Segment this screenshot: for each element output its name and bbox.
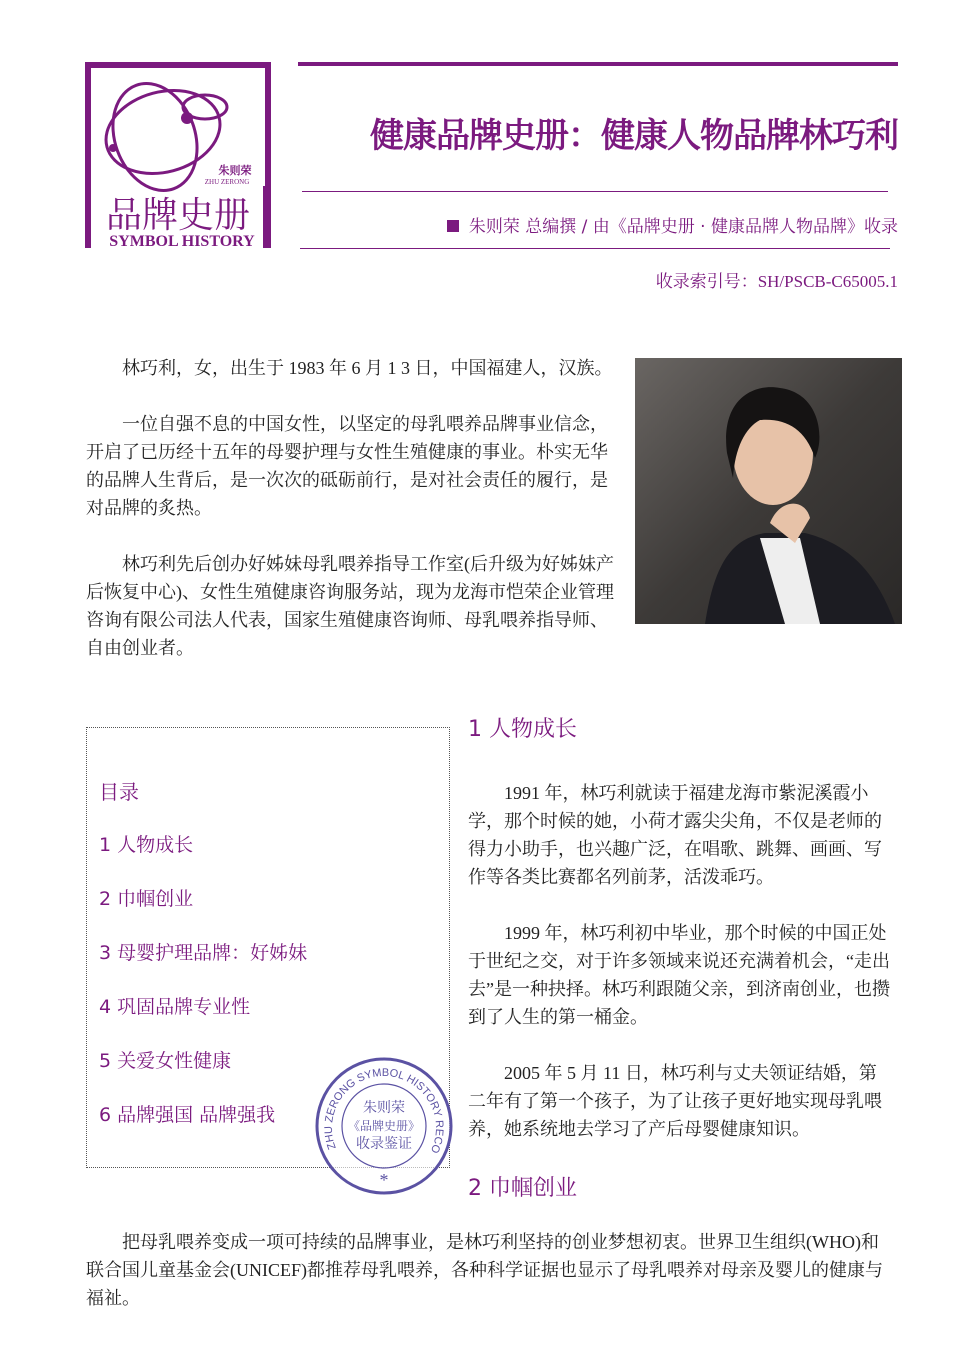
section-heading: 2 巾帼创业	[468, 1176, 577, 1201]
toc-item[interactable]: 1 人物成长	[99, 834, 194, 856]
svg-text:*: *	[379, 1170, 389, 1190]
divider	[302, 191, 888, 192]
toc-item[interactable]: 3 母婴护理品牌：好姊妹	[99, 942, 308, 964]
svg-text:SYMBOL HISTORY: SYMBOL HISTORY	[109, 233, 255, 248]
square-bullet-icon	[447, 220, 459, 232]
intro-paragraph: 林巧利先后创办好姊妹母乳喂养指导工作室(后升级为好姊妹产后恢复中心)、女性生殖健康咨询服务站，现为龙海市恺荣企业管理咨询有限公司法人代表，国家生殖健康咨询师、母乳喂养指导师、自由创业者。	[86, 554, 614, 658]
intro-paragraph: 林巧利，女，出生于 1983 年 6 月 1 3 日，中国福建人，汉族。	[122, 358, 613, 378]
toc-item[interactable]: 5 关爱女性健康	[99, 1050, 232, 1072]
intro-paragraph: 一位自强不息的中国女性，以坚定的母乳喂养品牌事业信念，开启了已历经十五年的母婴护理与女性生殖健康的事业。朴实无华的品牌人生背后，是一次次的砥砺前行，是对社会责任的履行，是对品牌的炙热。	[86, 414, 608, 518]
divider	[300, 248, 890, 249]
svg-text:朱则荣: 朱则荣	[218, 165, 252, 177]
svg-text:朱则荣: 朱则荣	[363, 1101, 405, 1116]
index-number: 收录索引号：SH/PSCB-C65005.1	[655, 272, 898, 291]
paragraph: 1999 年，林巧利初中毕业，那个时候的中国正处于世纪之交，对于许多领域来说还充满着机会，“走出去”是一种抉择。林巧利跟随父亲，到济南创业，也攒到了人生的第一桶金。	[468, 923, 890, 1027]
byline	[300, 212, 898, 237]
paragraph: 2005 年 5 月 11 日，林巧利与丈夫领证结婚，第二年有了第一个孩子，为了让孩子更好地实现母乳喂养，她系统地去学习了产后母婴健康知识。	[468, 1063, 882, 1139]
byline-text: 朱则荣 总编撰 / 由《品牌史册 · 健康品牌人物品牌》收录	[468, 217, 898, 237]
svg-text:品牌史册: 品牌史册	[105, 195, 251, 236]
svg-text:ZHU ZERONG: ZHU ZERONG	[204, 178, 250, 186]
section-2-text	[86, 1228, 894, 1340]
svg-text:收录鉴证: 收录鉴证	[356, 1137, 412, 1152]
svg-text:ZHU ZERONG SYMBOL HISTORY RECO: ZHU ZERONG SYMBOL HISTORY RECO	[322, 1066, 446, 1155]
toc-item[interactable]: 2 巾帼创业	[99, 888, 194, 910]
header-bar	[298, 62, 898, 66]
certification-stamp	[314, 1056, 454, 1196]
page-title: 健康品牌史册：健康人物品牌林巧利	[370, 116, 898, 156]
toc-item[interactable]: 6 品牌强国 品牌强我	[99, 1104, 276, 1126]
brand-logo	[85, 62, 271, 248]
paragraph: 1991 年，林巧利就读于福建龙海市紫泥溪霞小学，那个时候的她，小荷才露尖尖角，不仅是老师的得力小助手，也兴趣广泛，在唱歌、跳舞、画画、写作等各类比赛都名列前茅，活泼乖巧。	[468, 783, 882, 887]
toc-item[interactable]: 4 巩固品牌专业性	[99, 996, 251, 1018]
section-1	[468, 712, 892, 1238]
toc-title: 目录	[99, 780, 139, 804]
portrait-photo	[635, 358, 902, 624]
intro-text	[86, 354, 618, 690]
paragraph: 把母乳喂养变成一项可持续的品牌事业，是林巧利坚持的创业梦想初衷。世界卫生组织(WHO)和联合国儿童基金会(UNICEF)都推荐母乳喂养，各种科学证据也显示了母乳喂养对母亲及婴儿的健康与福祉。	[86, 1232, 883, 1308]
section-heading: 1 人物成长	[468, 717, 577, 742]
svg-text:《品牌史册》: 《品牌史册》	[347, 1119, 421, 1133]
